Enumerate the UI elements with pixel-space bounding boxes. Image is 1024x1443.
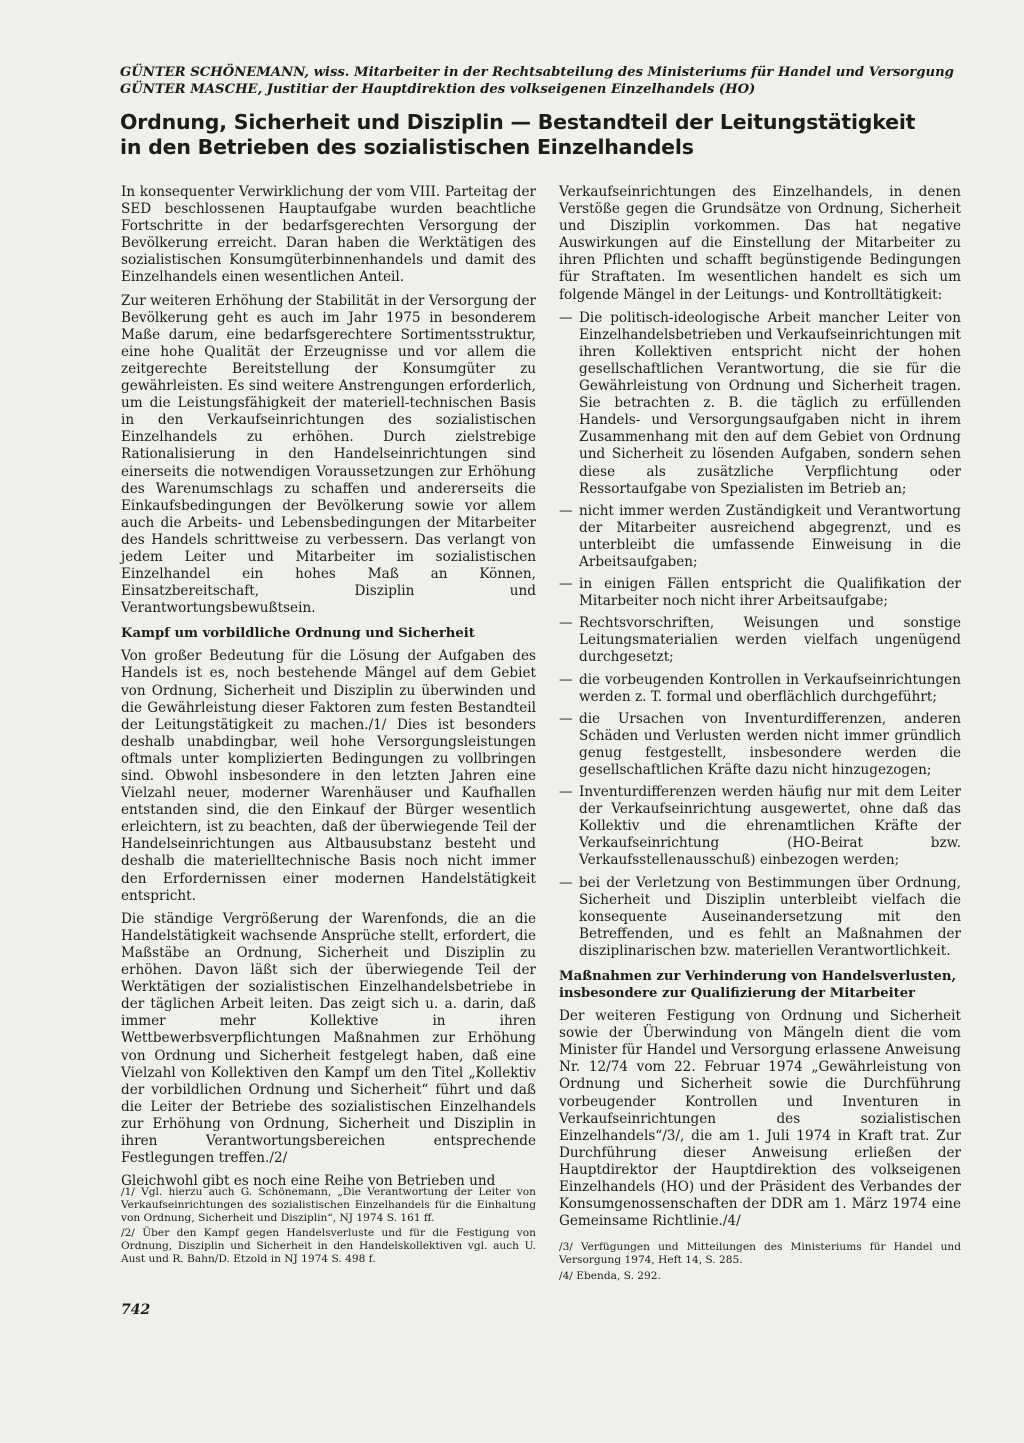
- footnote-1: /1/ Vgl. hierzu auch G. Schönemann, „Die Verantwortung der Leiter von Verkaufseinrichtungen des sozialistischen Einzelhandels für die Einhaltung von Ordnung, Sicherheit und Disziplin“, NJ 1974 S. 161 ff.: [121, 1186, 536, 1224]
- right-column: [559, 184, 961, 1236]
- list-item-text: Die politisch-ideologische Arbeit mancher Leiter von Einzelhandelsbetrieben und Verkaufseinrichtungen mit ihren Kollektiven entspricht nicht der hohen gesellschaftlichen Verantwortung, die sie für die Gewährleistung von Ordnung und Sicherheit tragen. Sie betrachten z. B. die täglich zu erfüllenden Handels- und Versorgungsaufgaben nicht in ihrem Zusammenhang mit den auf dem Gebiet von Ordnung und Sicherheit zu lösenden Aufgaben, sondern sehen diese als zusätzliche Verpflichtung oder Ressortaufgabe von Spezialisten im Betrieb an;: [579, 309, 961, 497]
- list-item-text: die Ursachen von Inventurdifferenzen, anderen Schäden und Verlusten werden nicht immer gründlich genug festgestellt, insbesondere werden die gesellschaftlichen Kräfte dazu nicht hinzugezogen;: [579, 710, 961, 778]
- list-item: [559, 503, 961, 571]
- paragraph: Gleichwohl gibt es noch eine Reihe von Betrieben und: [121, 1173, 496, 1190]
- dash-bullet: —: [559, 615, 573, 632]
- footnote-3: /3/ Verfügungen und Mitteilungen des Ministeriums für Handel und Versorgung 1974, Heft 14, S. 285.: [559, 1241, 961, 1266]
- dash-bullet: —: [559, 784, 573, 801]
- dash-bullet: —: [559, 502, 573, 519]
- footnote-2: /2/ Über den Kampf gegen Handelsverluste und für die Festigung von Ordnung, Disziplin und Sicherheit in den Handelskollektiven vgl. auch U. Aust und R. Bahn/D. Etzold in NJ 1974 S. 498 f.: [121, 1227, 536, 1265]
- dash-bullet: —: [559, 671, 573, 688]
- list-item: [559, 711, 961, 779]
- list-item-text: in einigen Fällen entspricht die Qualifikation der Mitarbeiter noch nicht ihrer Arbeitsaufgabe;: [579, 576, 961, 610]
- left-column: [121, 184, 536, 1196]
- list-item-text: nicht immer werden Zuständigkeit und Verantwortung der Mitarbeiter ausreichend abgegrenzt, und es unterbleibt die umfassende Einweisung in die Arbeitsaufgaben;: [579, 502, 961, 570]
- list-item: [559, 784, 961, 869]
- title-line-1: Ordnung, Sicherheit und Disziplin — Bestandteil der Leitungstätigkeit: [120, 110, 916, 134]
- list-item-text: bei der Verletzung von Bestimmungen über Ordnung, Sicherheit und Disziplin unterbleibt vielfach die konsequente Auseinandersetzung mit den Betreffenden, und es fehlt an Maßnahmen der disziplinarischen bzw. materiellen Verantwortlichkeit.: [579, 874, 961, 959]
- dash-bullet: —: [559, 874, 573, 891]
- paragraph: Von großer Bedeutung für die Lösung der Aufgaben des Handels ist es, noch bestehende Mängel auf dem Gebiet von Ordnung, Sicherheit und Disziplin zu überwinden und die Gewährleistung dieser Faktoren zum festen Bestandteil der Leitungstätigkeit zu machen./1/ Dies ist besonders deshalb unabdingbar, weil hohe Versorgungsleistungen oftmals unter komplizierten Bedingungen zu vollbringen sind. Obwohl insbesondere in den letzten Jahren eine Vielzahl neuer, moderner Warenhäuser und Kaufhallen entstanden sind, die den Einkauf der Bürger wesentlich erleichtern, ist zu beachten, daß der überwiegende Teil der Handelseinrichtungen aus Altbausubstanz besteht und deshalb die materielltechnische Basis noch nicht immer den Erfordernissen einer modernen Handelstätigkeit entspricht.: [121, 648, 536, 904]
- deficiency-list: [559, 310, 961, 960]
- list-item: [559, 310, 961, 498]
- paragraph: Der weiteren Festigung von Ordnung und Sicherheit sowie der Überwindung von Mängeln dient die vom Minister für Handel und Versorgung erlassene Anweisung Nr. 12/74 vom 22. Februar 1974 „Gewährleistung von Ordnung und Sicherheit sowie die Durchführung vorbeugender Kontrollen und Inventuren in Verkaufseinrichtungen des sozialistischen Einzelhandels“/3/, die am 1. Juli 1974 in Kraft trat. Zur Durchführung dieser Anweisung erließen der Hauptdirektor der Hauptdirektion des volkseigenen Einzelhandels (HO) und der Präsident des Verbandes der Konsumgenossenschaften der DDR am 1. März 1974 eine Gemeinsame Richtlinie./4/: [559, 1008, 961, 1230]
- title-line-2: in den Betrieben des sozialistischen Einzelhandels: [120, 135, 694, 159]
- author-line-2: GÜNTER MASCHE, Justitiar der Hauptdirektion des volkseigenen Einzelhandels (HO): [120, 82, 756, 97]
- author-line-1: GÜNTER SCHÖNEMANN, wiss. Mitarbeiter in der Rechtsabteilung des Ministeriums für Handel und Versorgung: [120, 65, 954, 80]
- list-item-text: die vorbeugenden Kontrollen in Verkaufseinrichtungen werden z. T. formal und oberflächlich durchgeführt;: [579, 671, 961, 705]
- paragraph: Verkaufseinrichtungen des Einzelhandels, in denen Verstöße gegen die Grundsätze von Ordnung, Sicherheit und Disziplin vorkommen. Das hat negative Auswirkungen auf die Einstellung der Mitarbeiter zu ihren Pflichten und schafft begünstigende Bedingungen für Straftaten. Im wesentlichen handelt es sich um folgende Mängel in der Leitungs- und Kontrolltätigkeit:: [559, 184, 961, 303]
- dash-bullet: —: [559, 576, 573, 593]
- list-item: [559, 875, 961, 960]
- dash-bullet: —: [559, 309, 573, 326]
- list-item-text: Rechtsvorschriften, Weisungen und sonstige Leitungsmaterialien werden vielfach ungenügend durchgesetzt;: [579, 615, 961, 666]
- author-lines: [120, 64, 980, 98]
- paragraph: In konsequenter Verwirklichung der vom VIII. Parteitag der SED beschlossenen Hauptaufgabe wurden beachtliche Fortschritte in der bedarfsgerechten Versorgung der Bevölkerung erreicht. Daran haben die Werktätigen des sozialistischen Konsumgüterbinnenhandels und damit des Einzelhandels einen wesentlichen Anteil.: [121, 184, 536, 286]
- footnotes-left: [121, 1186, 536, 1269]
- paragraph: Die ständige Vergrößerung der Warenfonds, die an die Handelstätigkeit wachsende Ansprüche stellt, erfordert, die Maßstäbe an Ordnung, Sicherheit und Disziplin zu erhöhen. Davon läßt sich der überwiegende Teil der Werktätigen der sozialistischen Einzelhandelsbetriebe in der täglichen Arbeit leiten. Das zeigt sich u. a. darin, daß immer mehr Kollektive in ihren Wettbewerbsverpflichtungen Maßnahmen zur Erhöhung von Ordnung und Sicherheit festgelegt haben, daß eine Vielzahl von Kollektiven den Kampf um den Titel „Kollektiv der vorbildlichen Ordnung und Sicherheit“ führt und daß die Leiter der Betriebe des sozialistischen Einzelhandels zur Erhöhung von Ordnung, Sicherheit und Disziplin in ihren Verantwortungsbereichen entsprechende Festlegungen treffen./2/: [121, 910, 536, 1167]
- list-item: [559, 576, 961, 610]
- footnote-4: /4/ Ebenda, S. 292.: [559, 1269, 661, 1282]
- list-item-text: Inventurdifferenzen werden häufig nur mit dem Leiter der Verkaufseinrichtung ausgewertet, ohne daß das Kollektiv und die ehrenamtlichen Kräfte der Verkaufseinrichtung (HO-Beirat bzw. Verkaufsstellenausschuß) einbezogen werden;: [579, 784, 961, 869]
- article-title: [120, 110, 980, 160]
- section-heading: Kampf um vorbildliche Ordnung und Sicherheit: [121, 626, 475, 642]
- list-item: [559, 672, 961, 706]
- dash-bullet: —: [559, 710, 573, 727]
- list-item: [559, 615, 961, 666]
- section-heading: Maßnahmen zur Verhinderung von Handelsverlusten, insbesondere zur Qualifizierung der Mitarbeiter: [559, 969, 957, 1002]
- paragraph: Zur weiteren Erhöhung der Stabilität in der Versorgung der Bevölkerung geht es auch im Jahr 1975 in besonderem Maße darum, eine bedarfsgerechtere Sortimentsstruktur, eine hohe Qualität der Erzeugnisse und vor allem die zeitgerechte Bereitstellung der Konsumgüter zu gewährleisten. Es sind weitere Anstrengungen erforderlich, um die Leistungsfähigkeit der materiell-technischen Basis in den Verkaufseinrichtungen des sozialistischen Einzelhandels zu erhöhen. Durch zielstrebige Rationalisierung in den Handelseinrichtungen sind einerseits die notwendigen Voraussetzungen zur Erhöhung des Warenumschlags zu schaffen und andererseits die Einkaufsbedingungen der Bevölkerung sowie vor allem auch die Arbeits- und Lebensbedingungen der Mitarbeiter des Handels schrittweise zu verbessern. Das verlangt von jedem Leiter und Mitarbeiter im sozialistischen Einzelhandel ein hohes Maß an Können, Einsatzbereitschaft, Disziplin und Verantwortungsbewußtsein.: [121, 292, 536, 617]
- footnotes-right: [559, 1241, 961, 1285]
- page-number: 742: [121, 1302, 151, 1318]
